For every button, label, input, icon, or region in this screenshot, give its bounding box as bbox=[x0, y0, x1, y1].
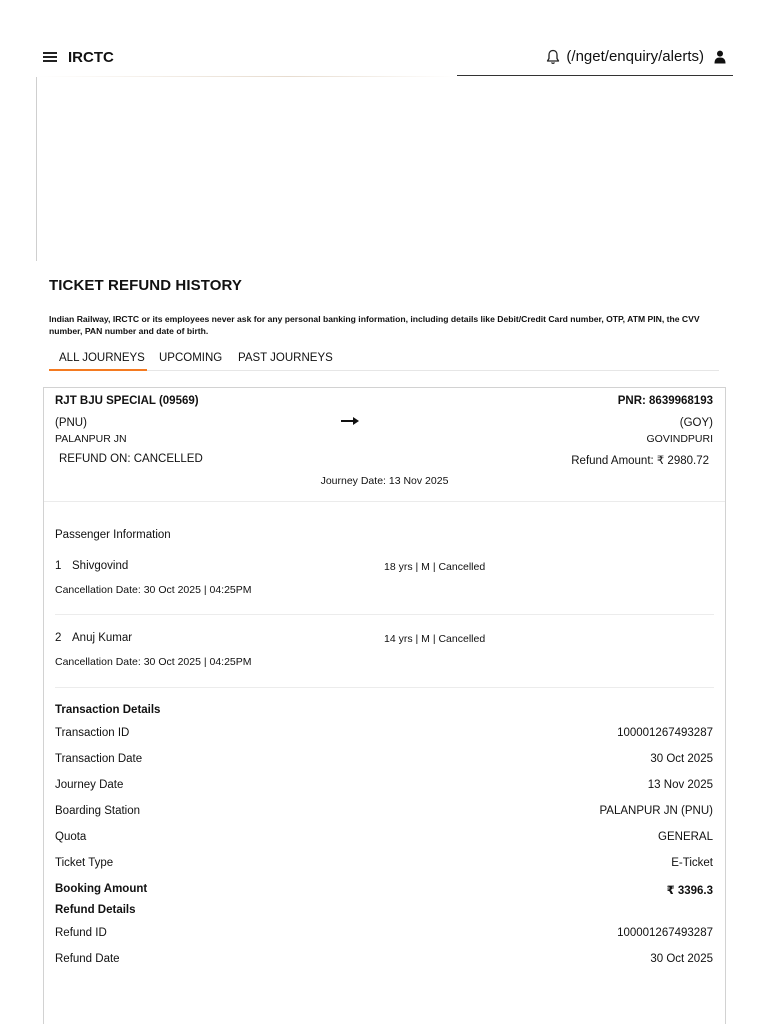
bell-icon bbox=[546, 49, 560, 65]
passenger-name: Shivgovind bbox=[72, 560, 129, 572]
banner-edge bbox=[36, 77, 37, 261]
to-station-code: (GOY) bbox=[679, 417, 713, 429]
booking-amount-value: ₹ 3396.3 bbox=[666, 885, 713, 897]
boarding-station-label: Boarding Station bbox=[55, 805, 141, 817]
user-icon[interactable] bbox=[714, 50, 726, 64]
tab-upcoming[interactable]: UPCOMING bbox=[159, 352, 223, 364]
brand-name[interactable]: IRCTC bbox=[68, 49, 114, 66]
boarding-station-value: PALANPUR JN (PNU) bbox=[599, 805, 713, 817]
passenger-heading: Passenger Information bbox=[55, 529, 171, 541]
journey-tabs bbox=[49, 348, 719, 371]
passenger-number: 1 bbox=[55, 560, 62, 572]
train-name: RJT BJU SPECIAL (09569) bbox=[55, 395, 199, 407]
cancellation-date: Cancellation Date: 30 Oct 2025 | 04:25PM bbox=[55, 656, 252, 668]
journey-date: Journey Date: 13 Nov 2025 bbox=[320, 475, 449, 487]
refund-id-label: Refund ID bbox=[55, 927, 107, 939]
refund-date-value: 30 Oct 2025 bbox=[650, 953, 713, 965]
tab-all-journeys[interactable]: ALL JOURNEYS bbox=[49, 348, 147, 371]
pnr-number: PNR: 8639968193 bbox=[617, 395, 713, 407]
journey-date-value: 13 Nov 2025 bbox=[647, 779, 713, 791]
passenger-details: 18 yrs | M | Cancelled bbox=[384, 561, 486, 573]
from-station-name: PALANPUR JN bbox=[55, 433, 127, 445]
cancellation-date: Cancellation Date: 30 Oct 2025 | 04:25PM bbox=[55, 584, 252, 596]
ticket-type-value: E-Ticket bbox=[671, 857, 713, 869]
to-station-name: GOVINDPURI bbox=[646, 433, 713, 445]
ticket-type-label: Ticket Type bbox=[55, 857, 114, 869]
alerts-link[interactable] bbox=[546, 48, 726, 65]
menu-icon[interactable] bbox=[43, 52, 57, 64]
security-notice: Indian Railway, IRCTC or its employees never ask for any personal banking information, including details like Debit/Credit Card number, OTP, ATM PIN, the CVV number, PAN number and date of birth. bbox=[49, 314, 700, 336]
refund-card bbox=[43, 387, 726, 1024]
refund-heading: Refund Details bbox=[55, 904, 136, 916]
refund-date-label: Refund Date bbox=[55, 953, 120, 965]
transaction-id-label: Transaction ID bbox=[55, 727, 130, 739]
tab-past-journeys[interactable]: PAST JOURNEYS bbox=[238, 352, 333, 364]
passenger-divider bbox=[55, 687, 714, 688]
refund-amount: Refund Amount: ₹ 2980.72 bbox=[571, 455, 709, 467]
alerts-label[interactable]: (/nget/enquiry/alerts) bbox=[566, 48, 704, 65]
passenger-number: 2 bbox=[55, 632, 62, 644]
app-header bbox=[0, 0, 768, 76]
arrow-right-icon bbox=[341, 416, 361, 426]
refund-status: REFUND ON: CANCELLED bbox=[59, 453, 203, 465]
header-divider bbox=[36, 76, 456, 77]
card-divider bbox=[44, 501, 725, 502]
journey-date-label: Journey Date bbox=[55, 779, 124, 791]
booking-amount-label: Booking Amount bbox=[55, 883, 148, 895]
passenger-details: 14 yrs | M | Cancelled bbox=[384, 633, 486, 645]
quota-value: GENERAL bbox=[658, 831, 713, 843]
transaction-date-value: 30 Oct 2025 bbox=[650, 753, 713, 765]
transaction-heading: Transaction Details bbox=[55, 704, 161, 716]
from-station-code: (PNU) bbox=[55, 417, 87, 429]
transaction-id-value: 100001267493287 bbox=[617, 727, 713, 739]
passenger-name: Anuj Kumar bbox=[72, 632, 133, 644]
passenger-divider bbox=[55, 614, 714, 615]
page-title: TICKET REFUND HISTORY bbox=[49, 277, 242, 294]
header-divider-dark bbox=[457, 75, 733, 76]
quota-label: Quota bbox=[55, 831, 87, 843]
transaction-date-label: Transaction Date bbox=[55, 753, 143, 765]
refund-id-value: 100001267493287 bbox=[617, 927, 713, 939]
